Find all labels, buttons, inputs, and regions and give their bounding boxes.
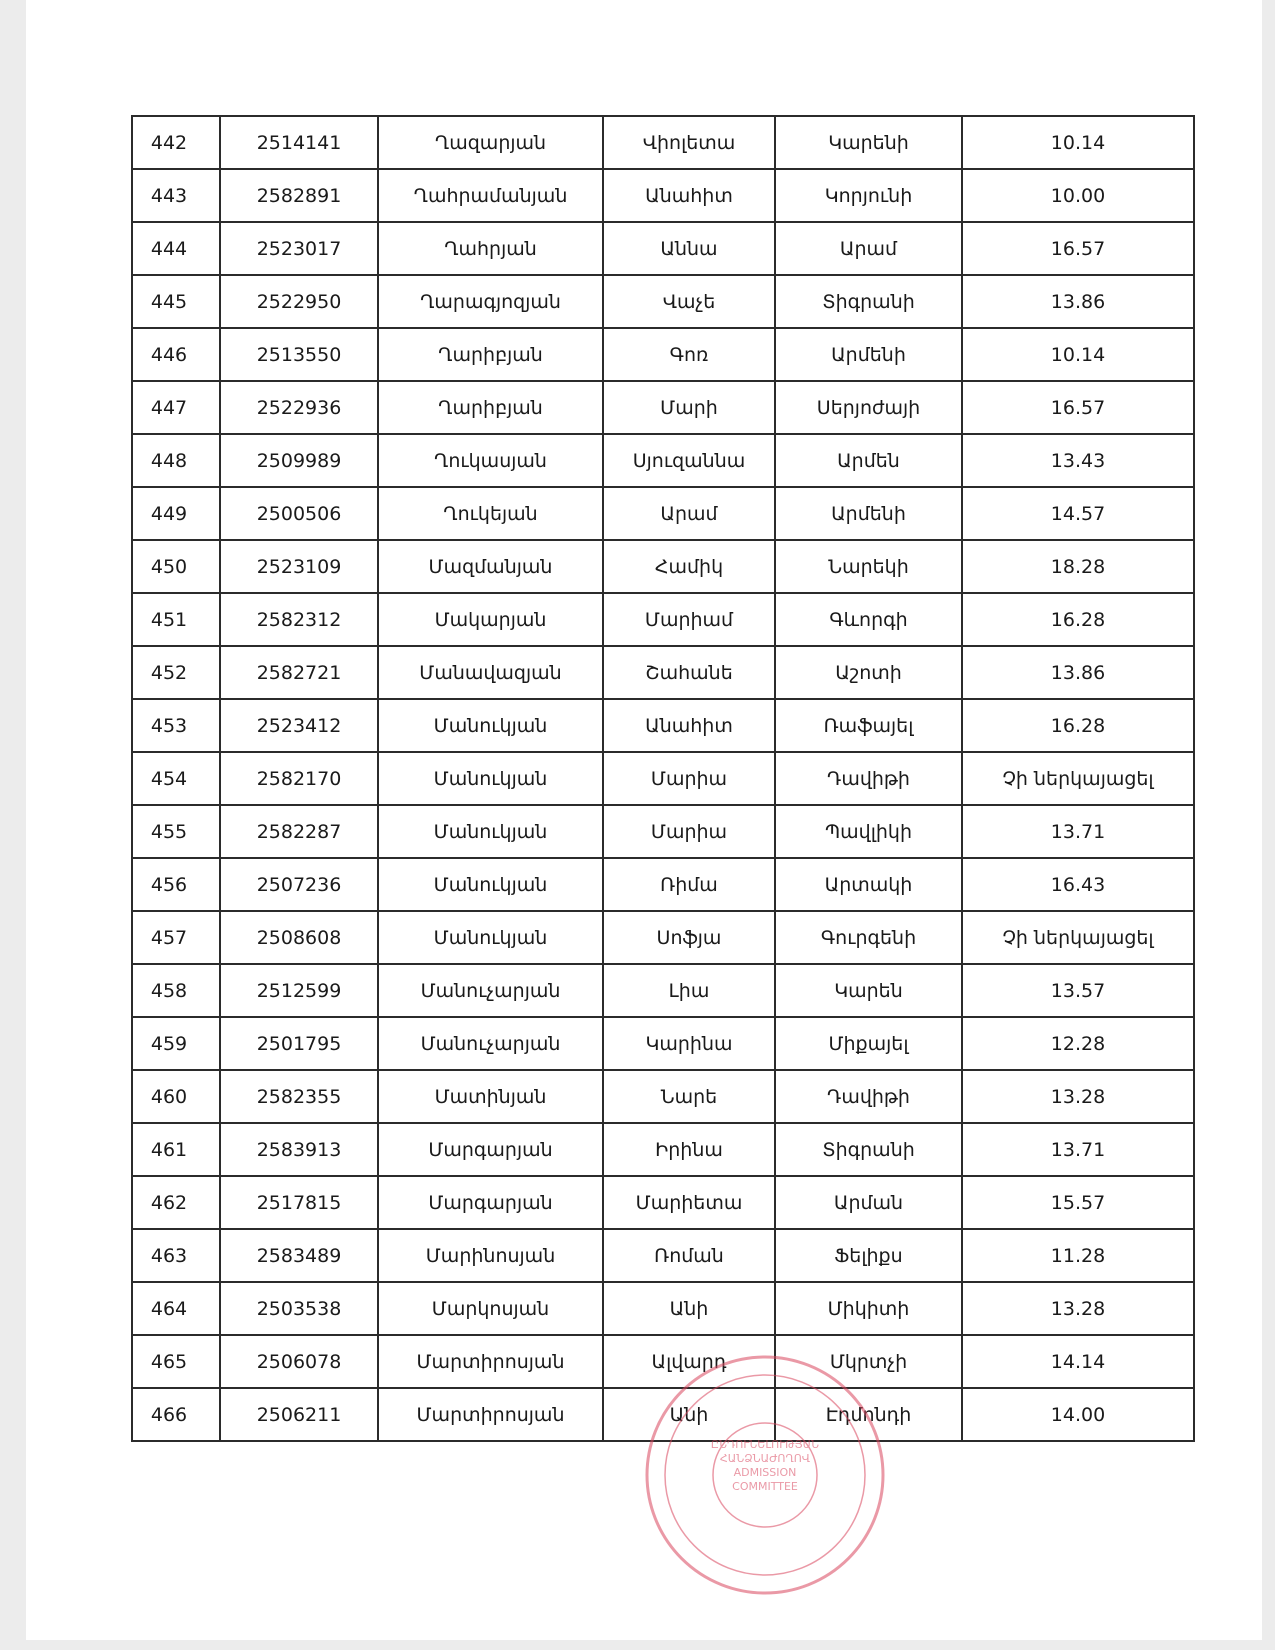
first-name-cell: Անի bbox=[603, 1282, 775, 1335]
table-row bbox=[132, 911, 1194, 964]
applicant-id-cell: 2513550 bbox=[220, 328, 378, 381]
applicant-id-cell: 2508608 bbox=[220, 911, 378, 964]
surname-cell: Մանուկյան bbox=[378, 805, 603, 858]
table-row bbox=[132, 1335, 1194, 1388]
applicant-id-cell: 2522936 bbox=[220, 381, 378, 434]
patronymic-cell: Միկիտի bbox=[775, 1282, 962, 1335]
score-cell: 13.28 bbox=[962, 1282, 1194, 1335]
score-cell: 13.71 bbox=[962, 1123, 1194, 1176]
surname-cell: Ղուկեյան bbox=[378, 487, 603, 540]
patronymic-cell: Արմենի bbox=[775, 487, 962, 540]
patronymic-cell: Արմենի bbox=[775, 328, 962, 381]
first-name-cell: Ռիմա bbox=[603, 858, 775, 911]
results-table bbox=[131, 115, 1195, 1442]
patronymic-cell: Դավիթի bbox=[775, 1070, 962, 1123]
applicant-id-cell: 2517815 bbox=[220, 1176, 378, 1229]
score-cell: 14.14 bbox=[962, 1335, 1194, 1388]
row-number-cell: 443 bbox=[132, 169, 220, 222]
row-number-cell: 458 bbox=[132, 964, 220, 1017]
patronymic-cell: Կարեն bbox=[775, 964, 962, 1017]
patronymic-cell: Կարենի bbox=[775, 116, 962, 169]
applicant-id-cell: 2522950 bbox=[220, 275, 378, 328]
first-name-cell: Ալվարդ bbox=[603, 1335, 775, 1388]
score-cell: 15.57 bbox=[962, 1176, 1194, 1229]
patronymic-cell: Դավիթի bbox=[775, 752, 962, 805]
applicant-id-cell: 2583489 bbox=[220, 1229, 378, 1282]
table-row bbox=[132, 1176, 1194, 1229]
patronymic-cell: Մկրտչի bbox=[775, 1335, 962, 1388]
score-cell: 16.57 bbox=[962, 381, 1194, 434]
surname-cell: Ղազարյան bbox=[378, 116, 603, 169]
row-number-cell: 464 bbox=[132, 1282, 220, 1335]
stamp-line-2: ՀԱՆՁՆԱԺՈՂՈՎ bbox=[719, 1452, 811, 1465]
applicant-id-cell: 2583913 bbox=[220, 1123, 378, 1176]
table-row bbox=[132, 699, 1194, 752]
score-cell: 10.00 bbox=[962, 169, 1194, 222]
surname-cell: Մարինոսյան bbox=[378, 1229, 603, 1282]
row-number-cell: 447 bbox=[132, 381, 220, 434]
patronymic-cell: Էդմոնդի bbox=[775, 1388, 962, 1441]
surname-cell: Ղուկասյան bbox=[378, 434, 603, 487]
surname-cell: Մանուչարյան bbox=[378, 964, 603, 1017]
score-cell: 14.57 bbox=[962, 487, 1194, 540]
table-row bbox=[132, 1229, 1194, 1282]
surname-cell: Ղահրյան bbox=[378, 222, 603, 275]
patronymic-cell: Գուրգենի bbox=[775, 911, 962, 964]
applicant-id-cell: 2582287 bbox=[220, 805, 378, 858]
row-number-cell: 457 bbox=[132, 911, 220, 964]
first-name-cell: Նարե bbox=[603, 1070, 775, 1123]
first-name-cell: Մարիամ bbox=[603, 593, 775, 646]
first-name-cell: Ռոման bbox=[603, 1229, 775, 1282]
table-row bbox=[132, 487, 1194, 540]
applicant-id-cell: 2523109 bbox=[220, 540, 378, 593]
surname-cell: Մակարյան bbox=[378, 593, 603, 646]
row-number-cell: 463 bbox=[132, 1229, 220, 1282]
table-row bbox=[132, 1123, 1194, 1176]
table-row bbox=[132, 1282, 1194, 1335]
table-row bbox=[132, 434, 1194, 487]
score-cell: Չի ներկայացել bbox=[962, 911, 1194, 964]
surname-cell: Մանուչարյան bbox=[378, 1017, 603, 1070]
surname-cell: Ղարիբյան bbox=[378, 328, 603, 381]
table-row bbox=[132, 805, 1194, 858]
table-row bbox=[132, 116, 1194, 169]
surname-cell: Մարգարյան bbox=[378, 1123, 603, 1176]
score-cell: 13.43 bbox=[962, 434, 1194, 487]
applicant-id-cell: 2506211 bbox=[220, 1388, 378, 1441]
table-row bbox=[132, 964, 1194, 1017]
patronymic-cell: Արամ bbox=[775, 222, 962, 275]
score-cell: 11.28 bbox=[962, 1229, 1194, 1282]
table-row bbox=[132, 646, 1194, 699]
first-name-cell: Սյուզաննա bbox=[603, 434, 775, 487]
score-cell: 10.14 bbox=[962, 116, 1194, 169]
row-number-cell: 453 bbox=[132, 699, 220, 752]
row-number-cell: 462 bbox=[132, 1176, 220, 1229]
first-name-cell: Արամ bbox=[603, 487, 775, 540]
table-row bbox=[132, 593, 1194, 646]
row-number-cell: 454 bbox=[132, 752, 220, 805]
table-row bbox=[132, 328, 1194, 381]
first-name-cell: Սոֆյա bbox=[603, 911, 775, 964]
patronymic-cell: Միքայել bbox=[775, 1017, 962, 1070]
first-name-cell: Կարինա bbox=[603, 1017, 775, 1070]
surname-cell: Ղարագյոզյան bbox=[378, 275, 603, 328]
row-number-cell: 444 bbox=[132, 222, 220, 275]
score-cell: 10.14 bbox=[962, 328, 1194, 381]
patronymic-cell: Տիգրանի bbox=[775, 1123, 962, 1176]
table-row bbox=[132, 1388, 1194, 1441]
score-cell: 13.28 bbox=[962, 1070, 1194, 1123]
surname-cell: Մանուկյան bbox=[378, 911, 603, 964]
row-number-cell: 450 bbox=[132, 540, 220, 593]
applicant-id-cell: 2523412 bbox=[220, 699, 378, 752]
applicant-id-cell: 2514141 bbox=[220, 116, 378, 169]
patronymic-cell: Ռաֆայել bbox=[775, 699, 962, 752]
score-cell: 13.86 bbox=[962, 646, 1194, 699]
row-number-cell: 442 bbox=[132, 116, 220, 169]
row-number-cell: 445 bbox=[132, 275, 220, 328]
patronymic-cell: Սերյոժայի bbox=[775, 381, 962, 434]
score-cell: 18.28 bbox=[962, 540, 1194, 593]
row-number-cell: 448 bbox=[132, 434, 220, 487]
score-cell: 13.86 bbox=[962, 275, 1194, 328]
stamp-line-3: ADMISSION bbox=[733, 1466, 797, 1479]
applicant-id-cell: 2500506 bbox=[220, 487, 378, 540]
first-name-cell: Անահիտ bbox=[603, 699, 775, 752]
score-cell: 16.28 bbox=[962, 699, 1194, 752]
patronymic-cell: Պավլիկի bbox=[775, 805, 962, 858]
surname-cell: Մանուկյան bbox=[378, 858, 603, 911]
patronymic-cell: Տիգրանի bbox=[775, 275, 962, 328]
first-name-cell: Համիկ bbox=[603, 540, 775, 593]
table-row bbox=[132, 169, 1194, 222]
score-cell: Չի ներկայացել bbox=[962, 752, 1194, 805]
score-cell: 14.00 bbox=[962, 1388, 1194, 1441]
applicant-id-cell: 2523017 bbox=[220, 222, 378, 275]
table-row bbox=[132, 858, 1194, 911]
surname-cell: Ղահրամանյան bbox=[378, 169, 603, 222]
first-name-cell: Լիա bbox=[603, 964, 775, 1017]
results-table-body bbox=[132, 116, 1194, 1441]
first-name-cell: Իրինա bbox=[603, 1123, 775, 1176]
first-name-cell: Անի bbox=[603, 1388, 775, 1441]
applicant-id-cell: 2582312 bbox=[220, 593, 378, 646]
first-name-cell: Գոռ bbox=[603, 328, 775, 381]
score-cell: 12.28 bbox=[962, 1017, 1194, 1070]
applicant-id-cell: 2501795 bbox=[220, 1017, 378, 1070]
first-name-cell: Մարիա bbox=[603, 752, 775, 805]
stamp-line-1: ԸՆԴՈՒՆԵԼՈՒԹՅԱՆ bbox=[710, 1438, 820, 1451]
patronymic-cell: Արտակի bbox=[775, 858, 962, 911]
applicant-id-cell: 2582891 bbox=[220, 169, 378, 222]
first-name-cell: Վաչե bbox=[603, 275, 775, 328]
first-name-cell: Մարիետա bbox=[603, 1176, 775, 1229]
table-row bbox=[132, 752, 1194, 805]
applicant-id-cell: 2582721 bbox=[220, 646, 378, 699]
score-cell: 16.28 bbox=[962, 593, 1194, 646]
table-row bbox=[132, 222, 1194, 275]
applicant-id-cell: 2507236 bbox=[220, 858, 378, 911]
row-number-cell: 459 bbox=[132, 1017, 220, 1070]
patronymic-cell: Արման bbox=[775, 1176, 962, 1229]
row-number-cell: 452 bbox=[132, 646, 220, 699]
first-name-cell: Շահանե bbox=[603, 646, 775, 699]
first-name-cell: Աննա bbox=[603, 222, 775, 275]
row-number-cell: 460 bbox=[132, 1070, 220, 1123]
surname-cell: Մանուկյան bbox=[378, 752, 603, 805]
table-row bbox=[132, 1070, 1194, 1123]
stamp-line-4: COMMITTEE bbox=[732, 1480, 798, 1493]
patronymic-cell: Նարեկի bbox=[775, 540, 962, 593]
surname-cell: Մարգարյան bbox=[378, 1176, 603, 1229]
score-cell: 16.43 bbox=[962, 858, 1194, 911]
applicant-id-cell: 2509989 bbox=[220, 434, 378, 487]
applicant-id-cell: 2506078 bbox=[220, 1335, 378, 1388]
patronymic-cell: Աշոտի bbox=[775, 646, 962, 699]
applicant-id-cell: 2582170 bbox=[220, 752, 378, 805]
row-number-cell: 451 bbox=[132, 593, 220, 646]
applicant-id-cell: 2582355 bbox=[220, 1070, 378, 1123]
surname-cell: Մարտիրոսյան bbox=[378, 1388, 603, 1441]
score-cell: 16.57 bbox=[962, 222, 1194, 275]
first-name-cell: Անահիտ bbox=[603, 169, 775, 222]
surname-cell: Ղարիբյան bbox=[378, 381, 603, 434]
surname-cell: Մարտիրոսյան bbox=[378, 1335, 603, 1388]
table-row bbox=[132, 540, 1194, 593]
table-row bbox=[132, 381, 1194, 434]
applicant-id-cell: 2503538 bbox=[220, 1282, 378, 1335]
table-row bbox=[132, 275, 1194, 328]
row-number-cell: 465 bbox=[132, 1335, 220, 1388]
patronymic-cell: Արմեն bbox=[775, 434, 962, 487]
row-number-cell: 461 bbox=[132, 1123, 220, 1176]
applicant-id-cell: 2512599 bbox=[220, 964, 378, 1017]
score-cell: 13.57 bbox=[962, 964, 1194, 1017]
row-number-cell: 449 bbox=[132, 487, 220, 540]
patronymic-cell: Ֆելիքս bbox=[775, 1229, 962, 1282]
row-number-cell: 455 bbox=[132, 805, 220, 858]
patronymic-cell: Գևորգի bbox=[775, 593, 962, 646]
row-number-cell: 456 bbox=[132, 858, 220, 911]
table-row bbox=[132, 1017, 1194, 1070]
row-number-cell: 446 bbox=[132, 328, 220, 381]
score-cell: 13.71 bbox=[962, 805, 1194, 858]
patronymic-cell: Կորյունի bbox=[775, 169, 962, 222]
row-number-cell: 466 bbox=[132, 1388, 220, 1441]
first-name-cell: Մարիա bbox=[603, 805, 775, 858]
surname-cell: Մանավազյան bbox=[378, 646, 603, 699]
surname-cell: Մատինյան bbox=[378, 1070, 603, 1123]
surname-cell: Մարկոսյան bbox=[378, 1282, 603, 1335]
first-name-cell: Մարի bbox=[603, 381, 775, 434]
surname-cell: Մազմանյան bbox=[378, 540, 603, 593]
first-name-cell: Վիոլետա bbox=[603, 116, 775, 169]
surname-cell: Մանուկյան bbox=[378, 699, 603, 752]
